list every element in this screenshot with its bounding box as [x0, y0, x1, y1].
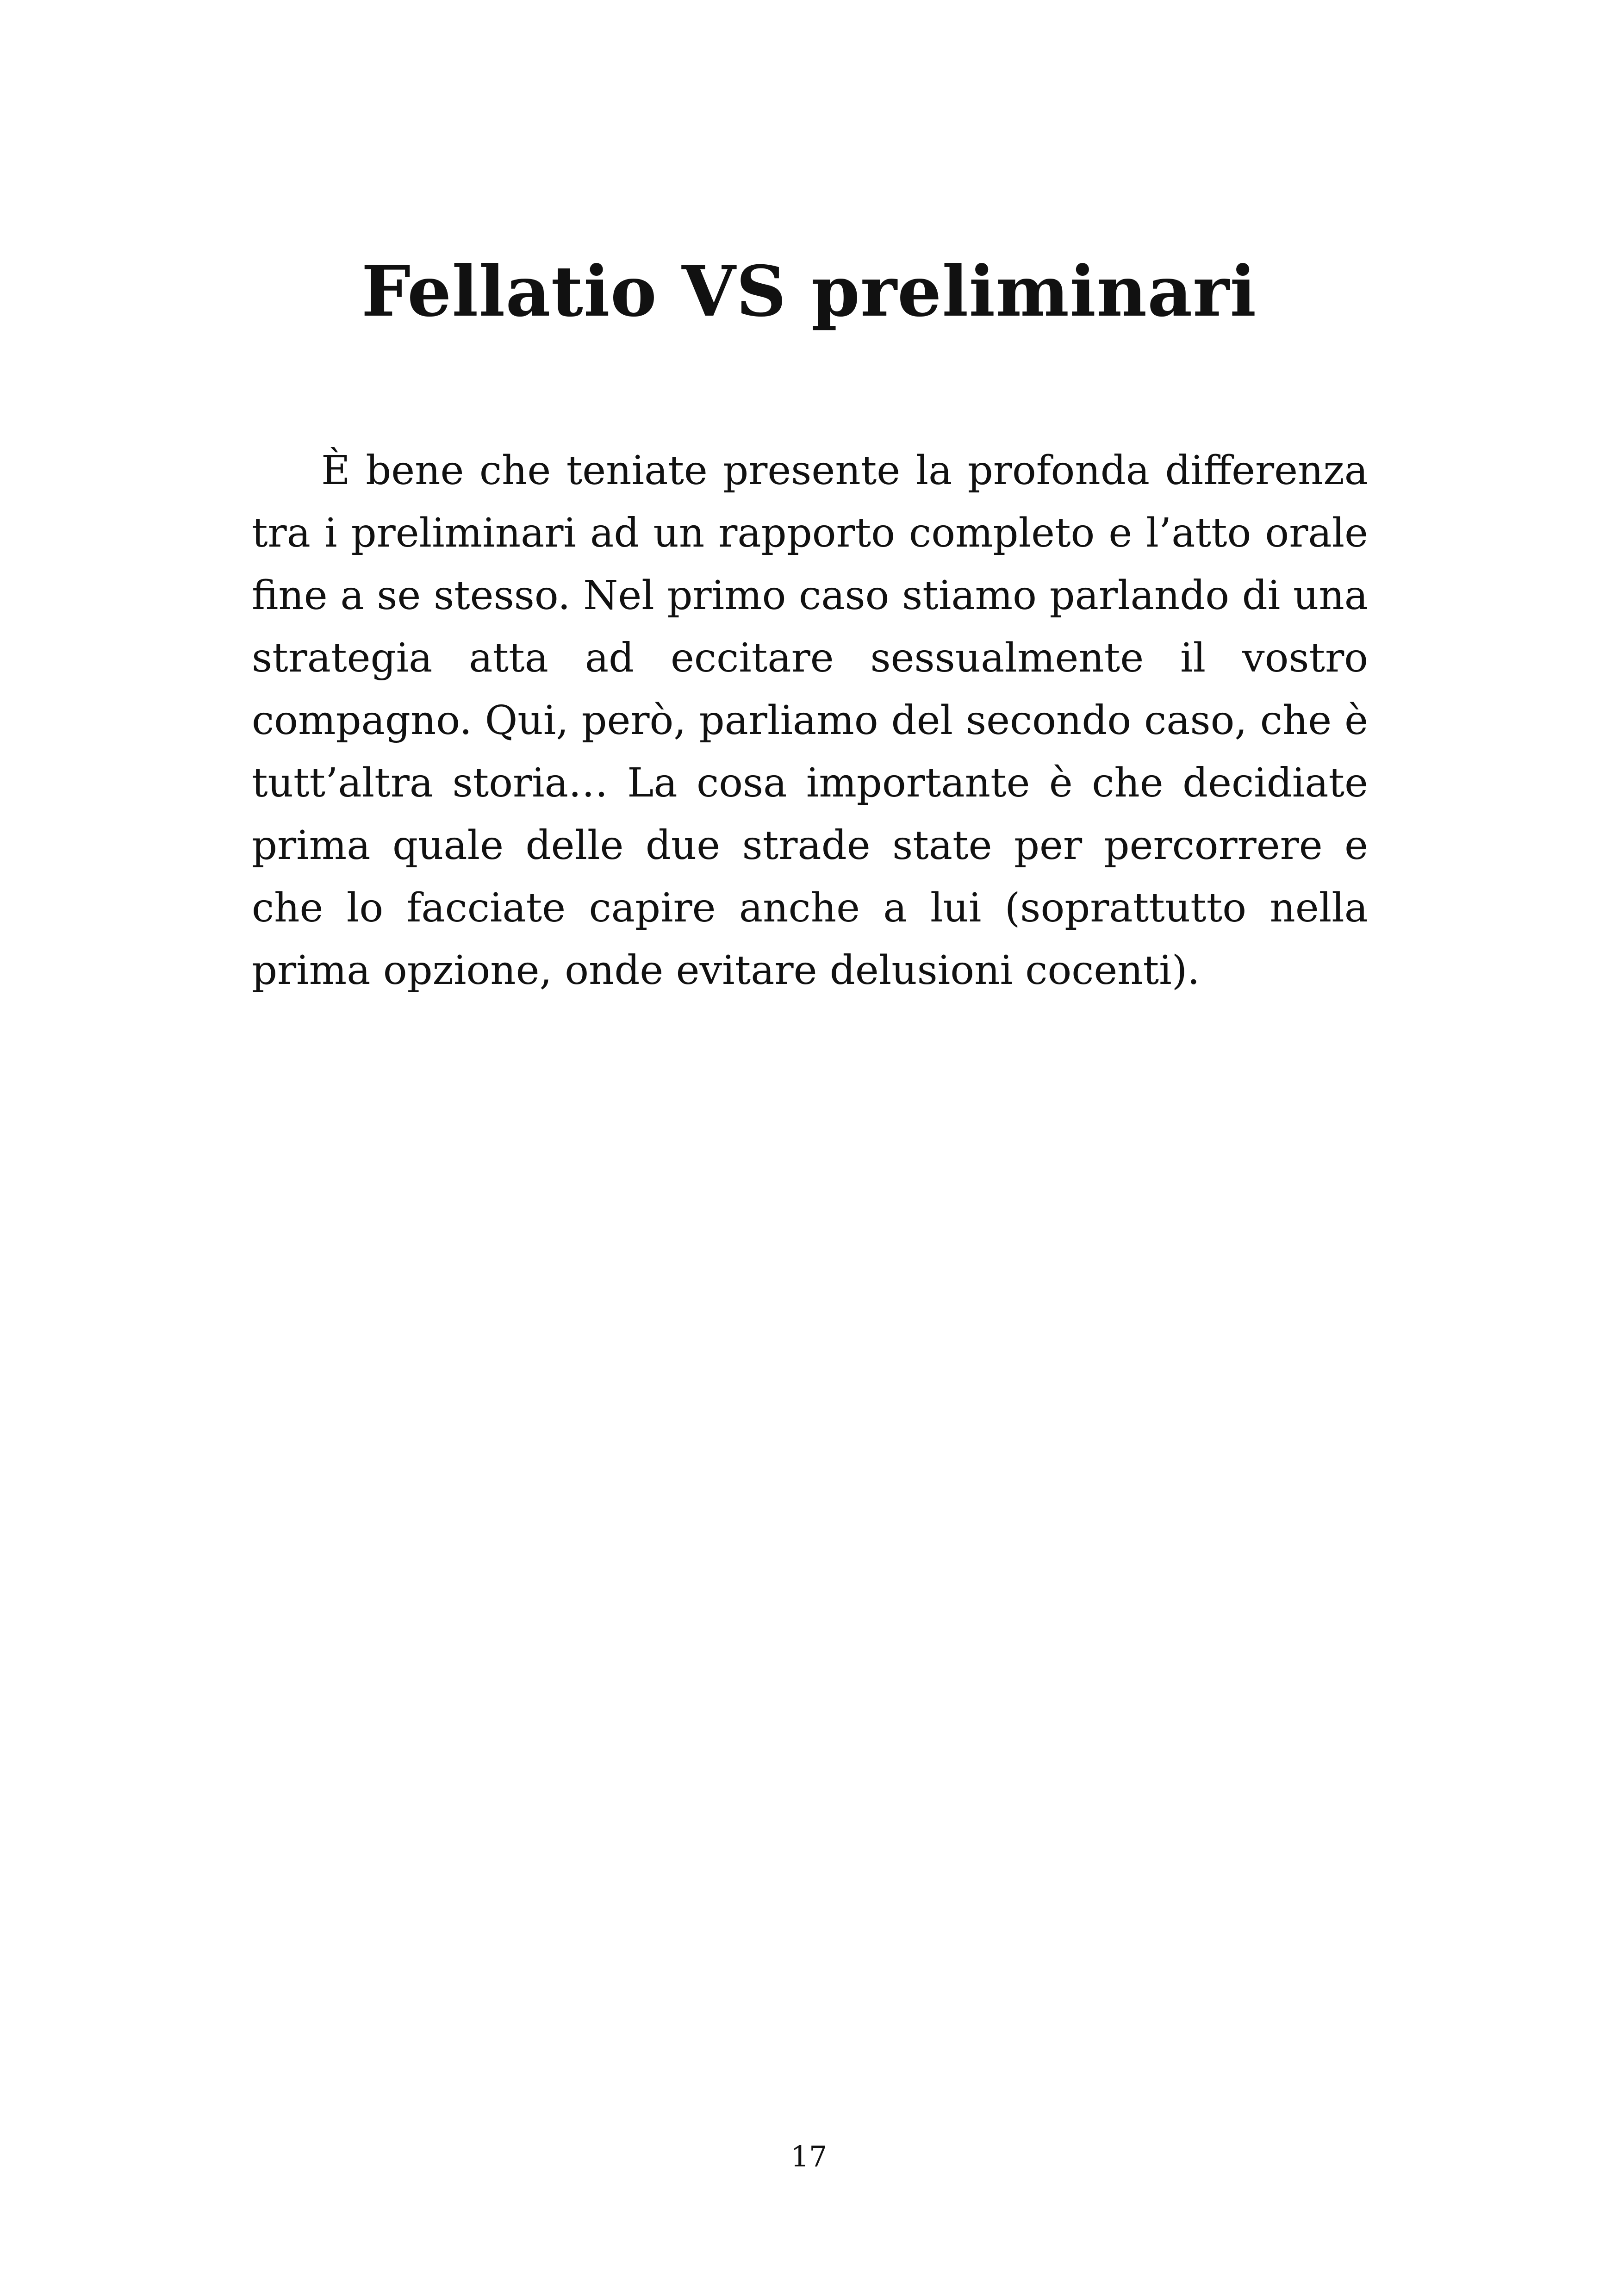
page-title: Fellatio VS preliminari: [361, 251, 1257, 332]
body-paragraph: È bene che teniate presente la profonda differenza tra i preliminari ad un rapporto completo e l’atto orale fine a se stesso. Nel primo caso stiamo parlando di una strategia atta ad eccitare sessualmente il vostro compagno. Qui, però, parliamo del secondo caso, che è tutt’altra storia… La cosa importante è che decidiate prima quale delle due strade state per percorrere e che lo facciate capire anche a lui (soprattutto nella prima opzione, onde evitare delusioni cocenti).: [252, 448, 1368, 994]
page-number: 17: [790, 2140, 828, 2173]
